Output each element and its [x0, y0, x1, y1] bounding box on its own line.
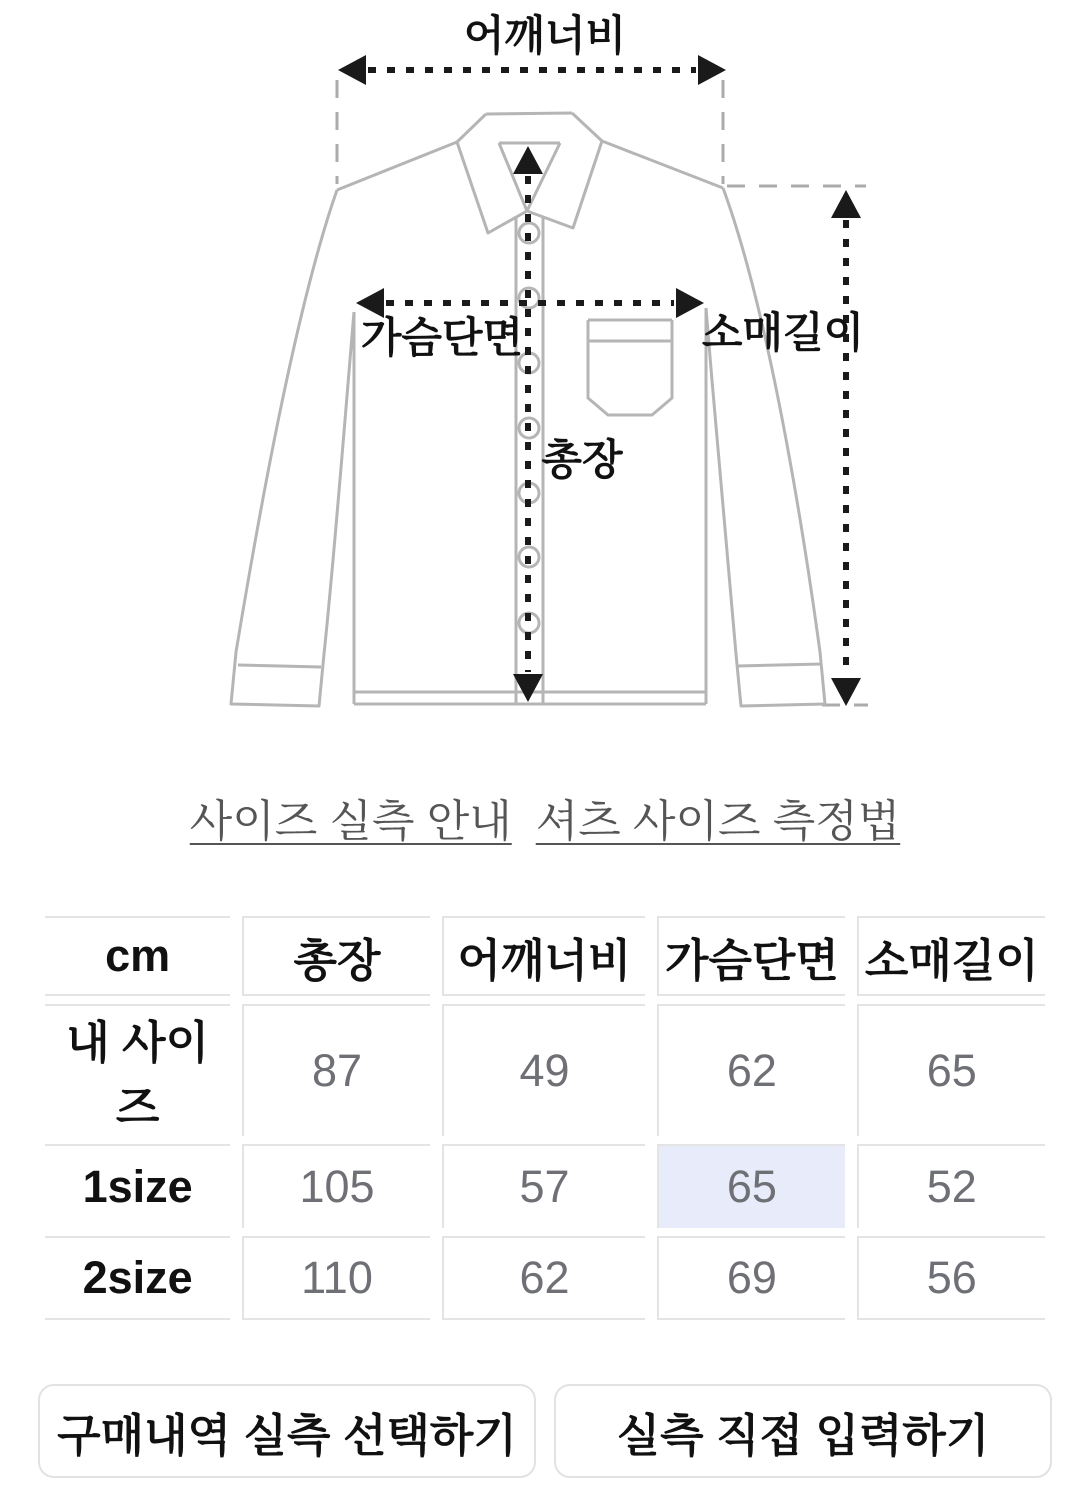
row-label-2size: 2size — [45, 1236, 230, 1320]
table-row-1size — [45, 1144, 1045, 1228]
sleeve-length-arrow — [831, 190, 861, 706]
row-label-1size: 1size — [45, 1144, 230, 1228]
chest-width-label: 가슴단면 — [360, 314, 524, 361]
shoulder-width-label: 어깨너비 — [463, 12, 627, 59]
header-sleeve-length: 소매길이 — [857, 916, 1045, 996]
total-length-label: 총장 — [541, 436, 623, 483]
size-cell: 105 — [242, 1144, 429, 1228]
size-cell: 52 — [857, 1144, 1045, 1228]
size-cell: 62 — [657, 1004, 844, 1136]
size-cell: 110 — [242, 1236, 429, 1320]
action-buttons-row — [38, 1384, 1052, 1478]
guide-links-row — [0, 798, 1090, 846]
guide-lines — [337, 80, 868, 705]
header-unit: cm — [45, 916, 230, 996]
row-label-my-size: 내 사이즈 — [45, 1004, 230, 1136]
header-shoulder-width: 어깨너비 — [442, 916, 646, 996]
sleeve-length-label: 소매길이 — [701, 309, 865, 356]
size-cell: 62 — [442, 1236, 646, 1320]
shoulder-width-arrow — [338, 55, 726, 85]
size-cell: 69 — [657, 1236, 844, 1320]
header-total-length: 총장 — [242, 916, 429, 996]
size-cell: 87 — [242, 1004, 429, 1136]
table-row-my-size — [45, 1004, 1045, 1136]
size-table — [33, 908, 1057, 1328]
size-cell: 49 — [442, 1004, 646, 1136]
size-cell: 65 — [857, 1004, 1045, 1136]
select-purchase-measure-button[interactable]: 구매내역 실측 선택하기 — [38, 1384, 536, 1478]
size-cell: 56 — [857, 1236, 1045, 1320]
size-cell: 57 — [442, 1144, 646, 1228]
size-cell-highlighted: 65 — [657, 1144, 844, 1228]
size-measure-guide-link[interactable]: 사이즈 실측 안내 — [189, 797, 512, 846]
size-table-header-row — [45, 916, 1045, 996]
table-row-2size — [45, 1236, 1045, 1320]
shirt-measure-method-link[interactable]: 셔츠 사이즈 측정법 — [535, 797, 901, 846]
header-chest-width: 가슴단면 — [657, 916, 844, 996]
enter-measure-directly-button[interactable]: 실측 직접 입력하기 — [554, 1384, 1052, 1478]
